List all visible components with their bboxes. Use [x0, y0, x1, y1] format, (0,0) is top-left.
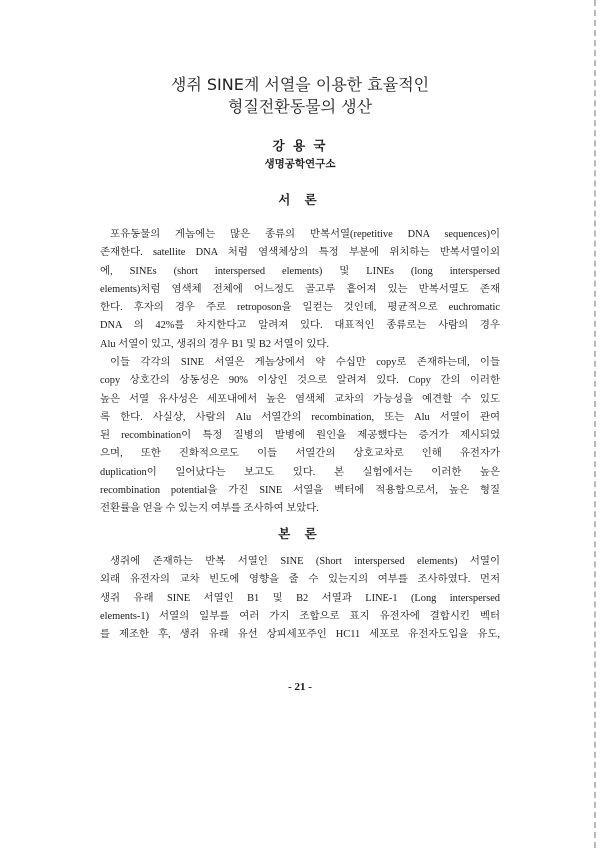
text-line: 를 제조한 후, 생쥐 유래 유선 상피세포주인 HC11 세포로 유전자도입을 유도, — [100, 629, 500, 641]
text-line: 으며, 또한 진화적으로도 이들 서열간의 상호교차로 인해 유전자가 — [100, 448, 500, 460]
text-line: recombination potential을 가진 SINE 서열을 벡터에 적용함으로서, 높은 형질 — [100, 485, 500, 497]
introduction-heading: 서 론 — [278, 192, 322, 207]
text-line: Alu 서열이 있고, 생쥐의 경우 B1 및 B2 서열이 있다. — [100, 338, 330, 350]
text-line: 외래 유전자의 교차 빈도에 영향을 줄 수 있는지의 여부를 조사하였다. 먼저 — [100, 574, 500, 586]
text-line: 생쥐에 존재하는 반복 서열인 SINE (Short interspersed elements) 서열이 — [110, 556, 500, 567]
title-line-2: 형질전환동물의 생산 — [227, 97, 373, 116]
text-line: 록 한다. 사실상, 사람의 Alu 서열간의 recombination, 또는 Alu 서열이 관여 — [100, 411, 500, 423]
text-line: duplication이 일어났다는 보고도 있다. 본 실험에서는 이러한 높은 — [100, 466, 500, 478]
introduction-paragraph-2 — [100, 354, 500, 519]
text-line: 생쥐 유래 SINE 서열인 B1 및 B2 서열과 LINE-1 (Long interspersed — [100, 592, 500, 604]
text-line: 된 recombination이 특정 질병의 발병에 원인을 제공했다는 증거가 제시되었 — [100, 430, 500, 442]
author-name: 강 용 국 — [272, 138, 328, 153]
page-edge-dashed — [594, 0, 600, 848]
text-line: DNA 의 42%를 차지한다고 알려져 있다. 대표적인 종류로는 사람의 경우 — [100, 320, 500, 332]
author-affiliation: 생명공학연구소 — [264, 158, 336, 170]
text-line: 이들 각각의 SINE 서열은 게놈상에서 약 수십만 copy로 존재하는데, 이들 — [110, 357, 500, 368]
paper-title — [0, 74, 600, 118]
text-line: 존재한다. satellite DNA 처럼 염색체상의 특정 부분에 위치하는 반복서열이외 — [100, 247, 500, 259]
introduction-paragraph-1 — [100, 226, 500, 354]
text-line: 에, SINEs (short interspersed elements) 및 LINEs (long interspersed — [100, 265, 500, 277]
text-line: 포유동물의 게놈에는 많은 종류의 반복서열(repetitive DNA sequences)이 — [110, 229, 500, 240]
text-line: 높은 서열 유사성은 세포내에서 높은 염색체 교차의 가능성을 예견할 수 있도 — [100, 393, 500, 405]
page-number: - 21 - — [288, 681, 312, 693]
title-line-1: 생쥐 SINE계 서열을 이용한 효율적인 — [170, 75, 430, 94]
body-paragraph-1 — [100, 553, 500, 644]
text-line: 한다. 후자의 경우 주로 retroposon을 일컫는 것인데, 평균적으로 euchromatic — [100, 302, 500, 314]
text-line: copy 상호간의 상동성은 90% 이상인 것으로 알려져 있다. Copy 간의 이러한 — [100, 375, 500, 387]
text-line: elements)처럼 염색체 전체에 어느정도 골고루 흩어져 있는 반복서열도 존재 — [100, 283, 500, 295]
text-line: elements-1) 서열의 일부를 여러 가지 조합으로 표지 유전자에 결합시킨 벡터 — [100, 610, 500, 622]
body-heading: 본 론 — [278, 526, 322, 541]
text-line: 전환률을 얻을 수 있는지 여부를 조사하여 보았다. — [100, 503, 319, 515]
